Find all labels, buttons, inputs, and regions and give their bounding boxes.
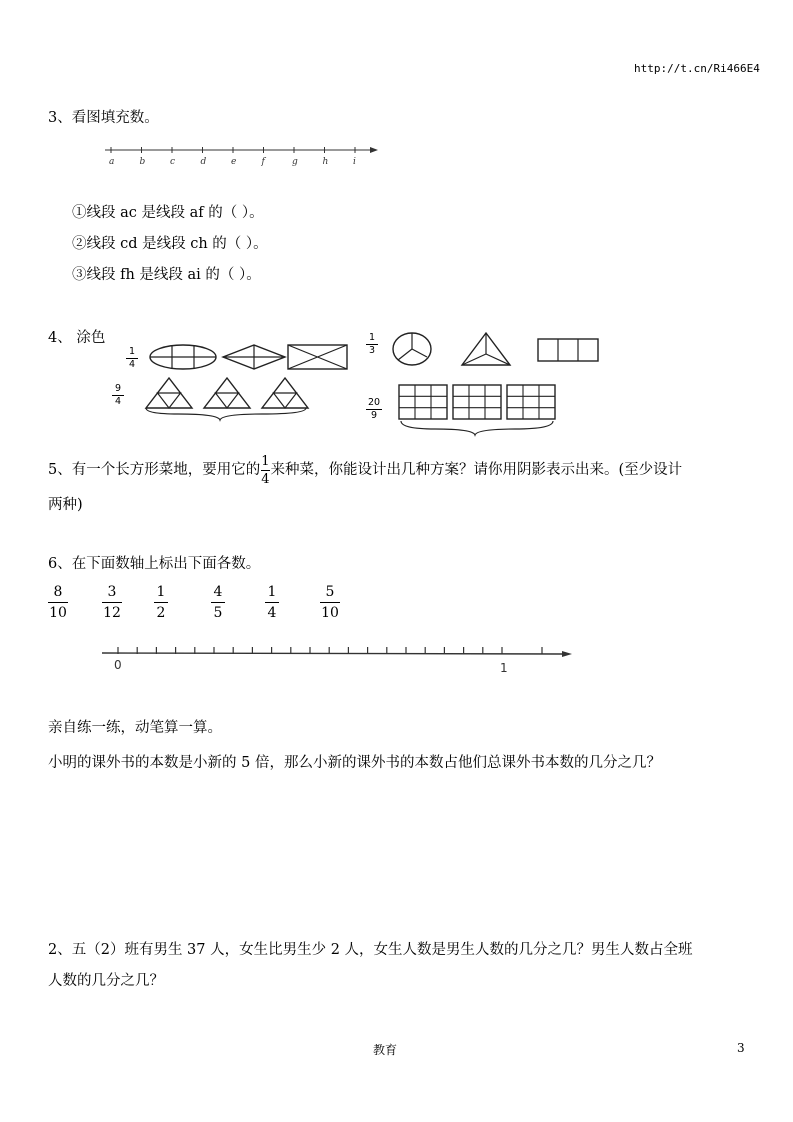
q4-fraction-1-3: 1 3 <box>366 333 378 355</box>
q6-title: 6、在下面数轴上标出下面各数。 <box>48 556 261 572</box>
q5-text-before: 5、有一个长方形菜地，要用它的 <box>48 462 261 478</box>
q6-fraction-8-10: 8 10 <box>49 584 67 621</box>
q3-axis-label-h: h <box>322 157 329 167</box>
q6-axis-zero: 0 <box>114 658 122 672</box>
q3-number-line <box>105 142 385 172</box>
q4-fraction-20-9: 20 9 <box>367 397 381 421</box>
q3-axis-label-f: f <box>261 157 265 167</box>
q3-axis-label-e: e <box>231 157 237 167</box>
q4-fraction-9-4: 9 4 <box>112 384 124 406</box>
practice-problem-1: 小明的课外书的本数是小新的 5 倍，那么小新的课外书的本数占他们总课外书本数的几分之几？ <box>48 755 661 771</box>
practice-heading: 亲自练一练，动笔算一算。 <box>48 720 222 736</box>
practice-problem-2-line-2: 人数的几分之几？ <box>48 973 164 989</box>
q6-fraction-3-12: 3 12 <box>103 584 121 621</box>
q3-title: 3、看图填充数。 <box>48 110 159 126</box>
q4-fraction-1-4: 1 4 <box>126 347 138 369</box>
q5-line-2: 两种) <box>48 497 83 513</box>
q3-item-1: ①线段 ac 是线段 af 的（ ）。 <box>72 205 264 221</box>
q6-fraction-1-2: 1 2 <box>154 585 168 620</box>
q4-triangle-inner-2 <box>216 393 239 408</box>
q4-shapes-quarter <box>150 343 350 373</box>
q3-axis-label-g: g <box>292 157 298 167</box>
q4-grid-1 <box>399 385 447 419</box>
q6-number-line <box>100 638 580 678</box>
q5-line-1 <box>48 450 682 490</box>
q4-title: 4、 涂色 <box>48 330 106 346</box>
q5-fraction: $\frac{1}{4}$ <box>261 453 270 487</box>
q3-axis-label-d: d <box>200 157 207 167</box>
q4-shapes-nine-quarters <box>138 376 328 421</box>
q6-fraction-5-10: 5 10 <box>321 584 339 621</box>
q4-shapes-third <box>390 330 605 370</box>
q3-axis-label-b: b <box>139 157 146 167</box>
q3-axis-label-a: a <box>109 157 115 167</box>
q4-shapes-twenty-ninths <box>395 383 575 438</box>
q3-axis-label-c: c <box>170 157 176 167</box>
q4-grid-3 <box>507 385 555 419</box>
q3-axis-label-i: i <box>353 157 356 167</box>
q4-triangle-inner-3 <box>274 393 297 408</box>
header-url: http://t.cn/Ri466E4 <box>634 62 760 75</box>
q6-fraction-4-5: 4 5 <box>211 585 225 620</box>
footer-center: 教育 <box>373 1043 398 1057</box>
q4-triangle-inner-1 <box>158 393 181 408</box>
q4-grid-2 <box>453 385 501 419</box>
q3-item-2: ②线段 cd 是线段 ch 的（ ）。 <box>72 236 268 252</box>
practice-problem-2-line-1: 2、五（2）班有男生 37 人，女生比男生少 2 人，女生人数是男生人数的几分之几？男生人数占全班 <box>48 942 693 958</box>
q5-text-after: 来种菜，你能设计出几种方案？请你用阴影表示出来。(至少设计 <box>270 462 683 478</box>
q3-item-3: ③线段 fh 是线段 ai 的（ ）。 <box>72 267 261 283</box>
q6-fraction-1-4: 1 4 <box>265 585 279 620</box>
q6-axis-one: 1 <box>500 661 508 675</box>
footer-page-number: 3 <box>737 1041 745 1055</box>
